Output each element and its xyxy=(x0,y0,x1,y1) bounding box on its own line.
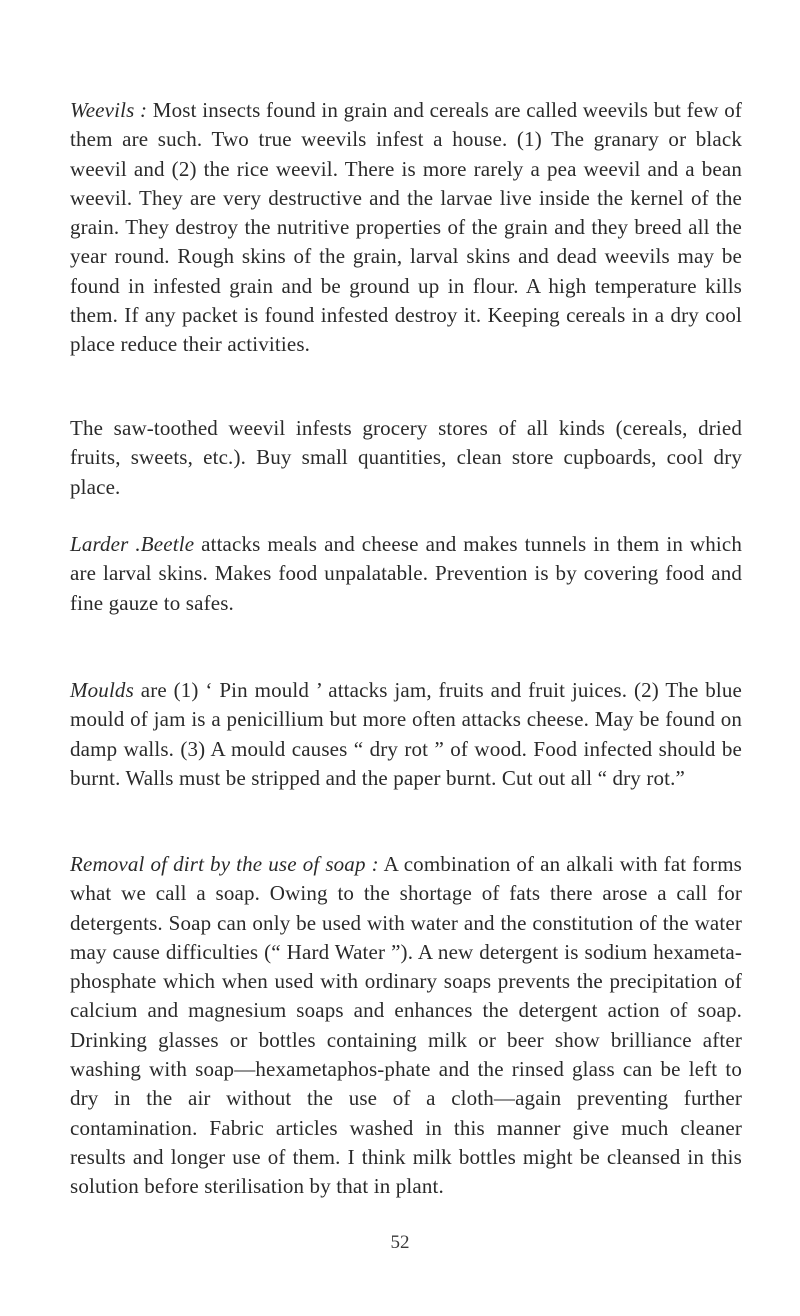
paragraph-heading: Larder .Beetle xyxy=(70,532,195,556)
paragraph-body: A combination of an alkali with fat forms what we call a soap. Owing to the shortage of fats there arose a call for detergents. Soap can only be used with water and the constitution of the water may cause difficulties (“ Hard Water ”). A new detergent is sodium hexameta-phosphate which when used with ordinary soaps prevents the precipitation of calcium and magnesium soaps and enhances the detergent action of soap. Drinking glasses or bottles containing milk or beer show brilliance after washing with soap—hexametaphos-phate and the rinsed glass can be left to dry in the air without the use of a cloth—again preventing further contamination. Fabric articles washed in this manner give much cleaner results and longer use of them. I think milk bottles might be cleansed in this solution before sterilisation by that in plant. xyxy=(70,852,743,1199)
paragraph-body: attacks meals and cheese and makes tunnels in them in which are larval skins. Makes food unpalatable. Prevention is by covering food and fine gauze to safes. xyxy=(70,532,742,615)
paragraph-body: are (1) ‘ Pin mould ’ attacks jam, fruits and fruit juices. (2) The blue mould of jam is a penicillium but more often attacks cheese. May be found on damp walls. (3) A mould causes “ dry rot ” of wood. Food infected should be burnt. Walls must be stripped and the paper burnt. Cut out all “ dry rot.” xyxy=(70,678,742,790)
paragraph-heading: Weevils : xyxy=(70,98,148,122)
paragraph-heading: Removal of dirt by the use of soap : xyxy=(70,852,379,876)
paragraph-weevils xyxy=(70,96,742,360)
paragraph-body: Most insects found in grain and cereals are called weevils but few of them are such. Two true weevils infest a house. (1) The granary or black weevil and (2) the rice weevil. There is more rarely a pea weevil and a bean weevil. They are very destructive and the larvae live inside the kernel of the grain. They destroy the nutritive properties of the grain and they breed all the year round. Rough skins of the grain, larval skins and dead weevils may be found in infested grain and be ground up in flour. A high temperature kills them. If any packet is found infested destroy it. Keeping cereals in a dry cool place reduce their activities. xyxy=(70,98,742,357)
paragraph-saw-toothed-weevil xyxy=(70,414,742,502)
paragraph-moulds xyxy=(70,676,742,793)
paragraph-body: The saw-toothed weevil infests grocery stores of all kinds (cereals, dried fruits, sweets, etc.). Buy small quantities, clean store cupboards, cool dry place. xyxy=(70,416,742,499)
page-number: 52 xyxy=(390,1232,410,1253)
paragraph-heading: Moulds xyxy=(70,678,134,702)
paragraph-larder-beetle xyxy=(70,530,742,618)
paragraph-removal-of-dirt xyxy=(70,850,742,1202)
